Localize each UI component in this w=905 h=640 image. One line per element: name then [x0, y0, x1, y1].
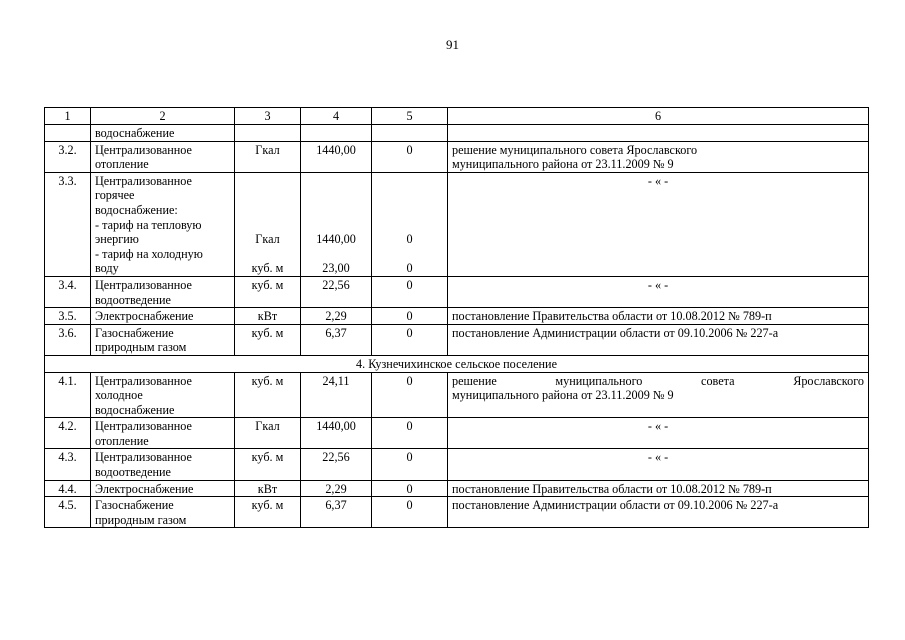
service-name-line: отопление	[95, 157, 149, 172]
service-name: Электроснабжение	[91, 308, 235, 325]
tariff-value: 6,37	[301, 324, 372, 355]
document-ref-line: решение муниципального совета Ярославского	[452, 373, 864, 388]
row-id: 3.6.	[45, 324, 91, 355]
service-name-line: воду	[95, 261, 119, 276]
document-ref: постановление Правительства области от 10.08.2012 № 789-п	[448, 480, 869, 497]
tariff-value: 2,29	[301, 308, 372, 325]
tariff-table	[44, 107, 869, 528]
section-header-row	[45, 355, 869, 372]
unit: куб. м	[235, 372, 301, 418]
tariff-value: 24,11	[301, 372, 372, 418]
service-name	[91, 172, 235, 276]
document-ref: - « -	[448, 418, 869, 449]
tariff-value: 1440,00	[301, 141, 372, 172]
service-name	[91, 276, 235, 307]
service-name-line: энергию	[95, 232, 139, 247]
change-value-line: 0	[406, 261, 413, 276]
row-id: 4.1.	[45, 372, 91, 418]
tariff-value: 2,29	[301, 480, 372, 497]
document-ref-line: решение муниципального совета Ярославского	[452, 142, 698, 157]
service-name	[91, 324, 235, 355]
document-ref-line: муниципального района от 23.11.2009 № 9	[452, 157, 674, 172]
unit: куб. м	[235, 324, 301, 355]
table-row	[45, 372, 869, 418]
table-row	[45, 141, 869, 172]
document-ref: постановление Администрации области от 09.10.2006 № 227-а	[448, 497, 869, 528]
service-name-line: водоотведение	[95, 465, 171, 480]
change-value: 0	[372, 449, 448, 480]
table-row	[45, 172, 869, 276]
change-value	[372, 172, 448, 276]
unit: куб. м	[235, 276, 301, 307]
service-name-line: природным газом	[95, 512, 187, 527]
service-name-line: Централизованное	[95, 173, 192, 188]
unit	[235, 172, 301, 276]
change-value-line: 0	[406, 232, 413, 247]
table-row	[45, 276, 869, 307]
service-name-line: водоснабжение:	[95, 202, 178, 217]
row-id: 4.3.	[45, 449, 91, 480]
document-ref: постановление Правительства области от 10.08.2012 № 789-п	[448, 308, 869, 325]
row-id: 3.5.	[45, 308, 91, 325]
row-id: 4.5.	[45, 497, 91, 528]
service-name-line: холодное	[95, 388, 143, 403]
table-row	[45, 125, 869, 142]
table-row	[45, 480, 869, 497]
unit: Гкал	[235, 141, 301, 172]
change-value: 0	[372, 418, 448, 449]
service-name	[91, 497, 235, 528]
service-name-line: Газоснабжение	[95, 498, 174, 513]
header-cell: 3	[235, 108, 301, 125]
header-cell: 5	[372, 108, 448, 125]
row-id: 3.3.	[45, 172, 91, 276]
service-name-line: Централизованное	[95, 450, 192, 465]
header-cell: 1	[45, 108, 91, 125]
service-name-line: Централизованное	[95, 277, 192, 292]
change-value: 0	[372, 141, 448, 172]
section-title: 4. Кузнечихинское сельское поселение	[45, 355, 869, 372]
service-name-line: Газоснабжение	[95, 325, 174, 340]
document-ref: - « -	[448, 276, 869, 307]
header-cell: 6	[448, 108, 869, 125]
service-name	[91, 418, 235, 449]
service-name-line: Централизованное	[95, 142, 192, 157]
unit-line: куб. м	[251, 261, 284, 276]
change-value: 0	[372, 276, 448, 307]
service-name	[91, 141, 235, 172]
row-id: 4.2.	[45, 418, 91, 449]
tariff-value: 22,56	[301, 276, 372, 307]
unit: кВт	[235, 308, 301, 325]
document-ref	[448, 372, 869, 418]
service-name: Электроснабжение	[91, 480, 235, 497]
service-name	[91, 449, 235, 480]
unit: Гкал	[235, 418, 301, 449]
document-ref: - « -	[448, 449, 869, 480]
tariff-value	[301, 125, 372, 142]
row-id: 4.4.	[45, 480, 91, 497]
header-cell: 2	[91, 108, 235, 125]
table-row	[45, 308, 869, 325]
change-value	[372, 125, 448, 142]
tariff-value: 6,37	[301, 497, 372, 528]
table-row	[45, 324, 869, 355]
table-row	[45, 449, 869, 480]
unit: кВт	[235, 480, 301, 497]
service-name-line: природным газом	[95, 340, 187, 355]
service-name-line: Централизованное	[95, 419, 192, 434]
header-row	[45, 108, 869, 125]
tariff-value: 1440,00	[301, 418, 372, 449]
tariff-value: 22,56	[301, 449, 372, 480]
service-name-line: горячее	[95, 188, 135, 203]
table-row	[45, 418, 869, 449]
document-ref	[448, 125, 869, 142]
header-cell: 4	[301, 108, 372, 125]
tariff-value-line: 23,00	[322, 261, 350, 276]
change-value: 0	[372, 480, 448, 497]
change-value: 0	[372, 308, 448, 325]
service-name	[91, 372, 235, 418]
tariff-value	[301, 172, 372, 276]
tariff-value-line: 1440,00	[316, 232, 356, 247]
document-ref-line: муниципального района от 23.11.2009 № 9	[452, 388, 674, 403]
row-id: 3.2.	[45, 141, 91, 172]
document-ref: постановление Администрации области от 09.10.2006 № 227-а	[448, 324, 869, 355]
service-name-line: водоснабжение	[95, 402, 175, 417]
service-name: водоснабжение	[91, 125, 235, 142]
unit	[235, 125, 301, 142]
change-value: 0	[372, 324, 448, 355]
unit-line: Гкал	[255, 232, 280, 247]
unit: куб. м	[235, 497, 301, 528]
row-id: 3.4.	[45, 276, 91, 307]
service-name-line: Централизованное	[95, 373, 192, 388]
service-name-line: - тариф на тепловую	[95, 217, 202, 232]
service-name-line: отопление	[95, 433, 149, 448]
table-row	[45, 497, 869, 528]
page-number: 91	[446, 37, 459, 52]
service-name-line: - тариф на холодную	[95, 246, 203, 261]
document-ref: - « -	[448, 172, 869, 276]
row-id	[45, 125, 91, 142]
change-value: 0	[372, 497, 448, 528]
service-name-line: водоотведение	[95, 292, 171, 307]
unit: куб. м	[235, 449, 301, 480]
change-value: 0	[372, 372, 448, 418]
document-ref	[448, 141, 869, 172]
